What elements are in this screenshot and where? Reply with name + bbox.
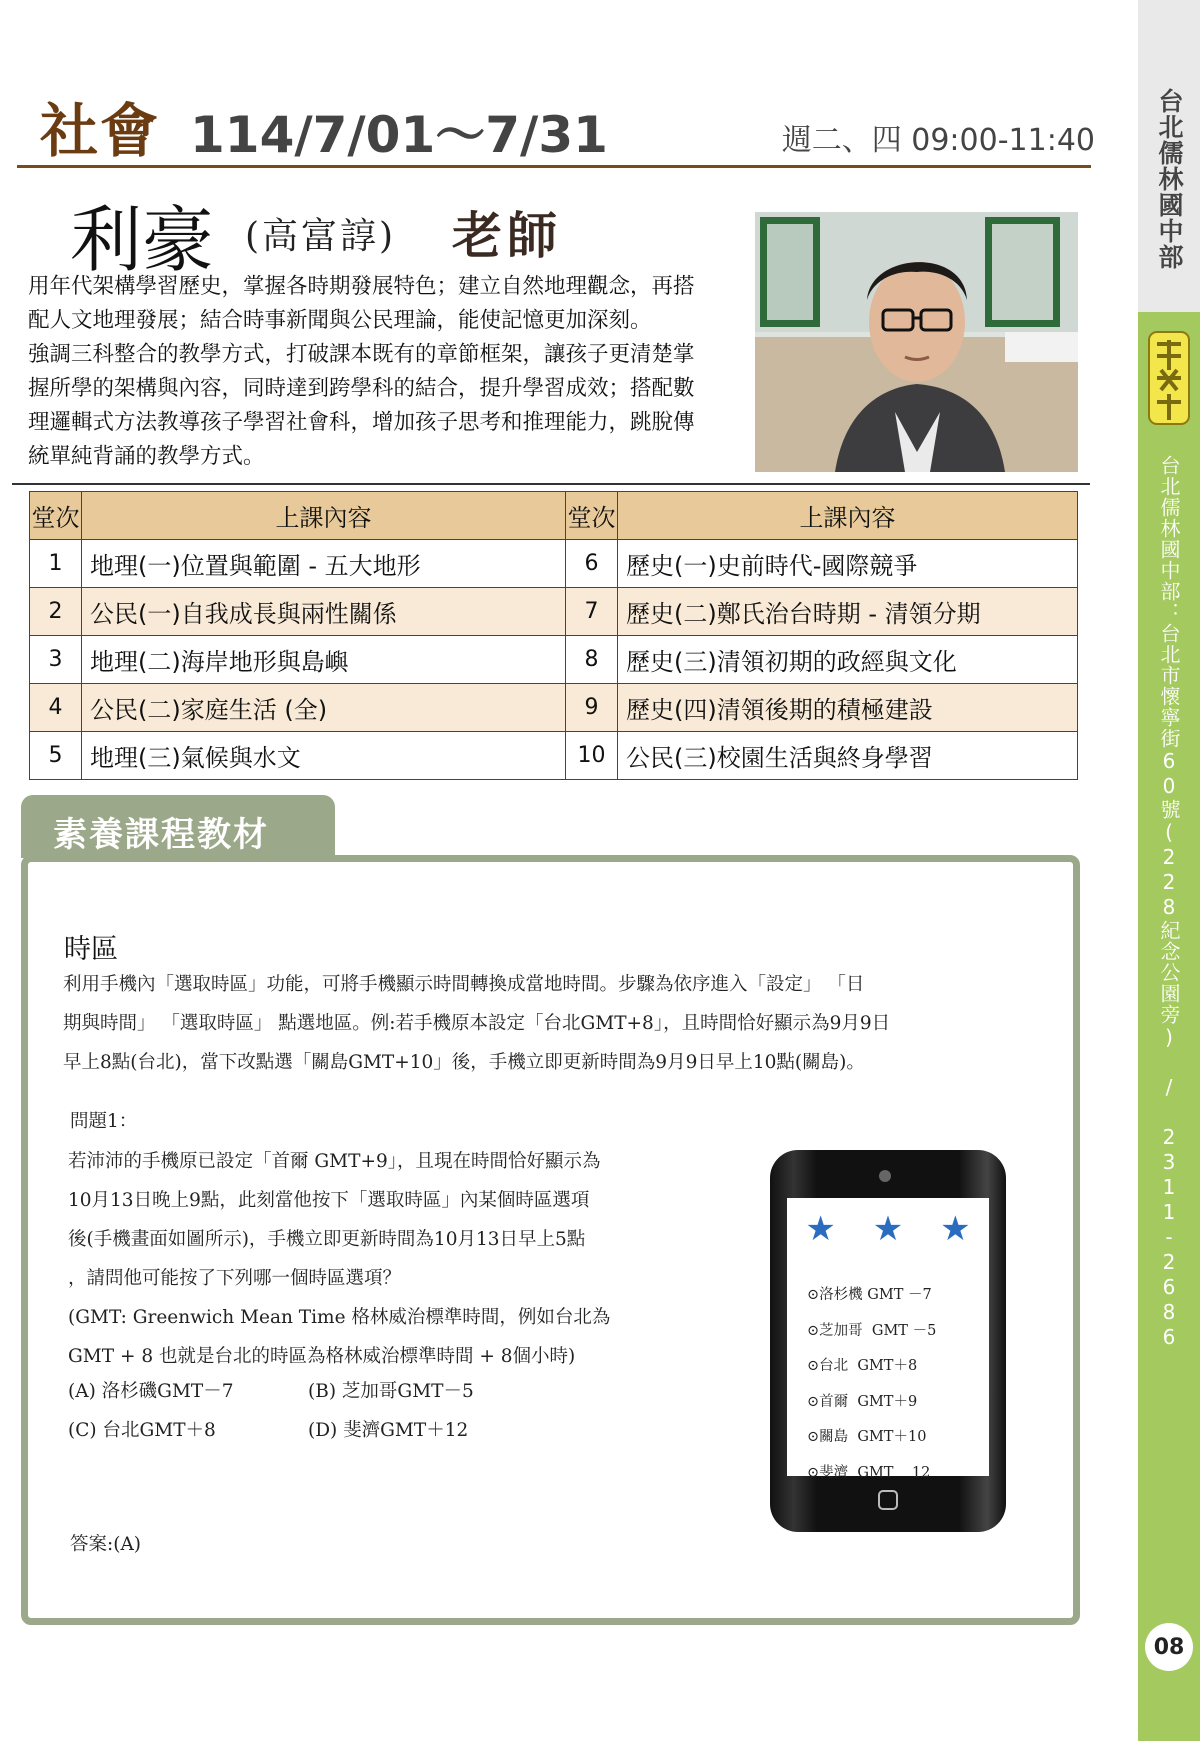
answer-options bbox=[68, 1372, 548, 1450]
schedule-table bbox=[29, 491, 1078, 780]
material-intro bbox=[63, 965, 1063, 1082]
table-row bbox=[30, 588, 1078, 636]
session-number: 1 bbox=[30, 540, 82, 588]
session-number: 9 bbox=[566, 684, 618, 732]
table-row bbox=[30, 732, 1078, 780]
table-header-row bbox=[30, 492, 1078, 540]
timezone-list bbox=[807, 1278, 936, 1491]
session-content: 公民(二)家庭生活 (全) bbox=[82, 684, 566, 732]
session-content: 歷史(四)清領後期的積極建設 bbox=[618, 684, 1078, 732]
teacher-photo bbox=[755, 212, 1078, 472]
subject-title: 社會 bbox=[40, 97, 161, 165]
question-line: GMT + 8 也就是台北的時區為格林威治標準時間 + 8個小時) bbox=[68, 1346, 576, 1367]
table-row bbox=[30, 540, 1078, 588]
col-header-content: 上課內容 bbox=[82, 492, 566, 540]
session-content: 地理(一)位置與範圍 - 五大地形 bbox=[82, 540, 566, 588]
option-c: (C) 台北GMT＋8 bbox=[68, 1420, 216, 1441]
timezone-option: ⊙洛杉機 GMT －7 bbox=[807, 1287, 932, 1303]
session-content: 公民(一)自我成長與兩性關係 bbox=[82, 588, 566, 636]
session-number: 5 bbox=[30, 732, 82, 780]
bio-line: 理邏輯式方法教導孩子學習社會科，增加孩子思考和推理能力，跳脫傳 bbox=[28, 410, 695, 435]
material-heading: 時區 bbox=[64, 934, 118, 965]
session-number: 3 bbox=[30, 636, 82, 684]
phone-illustration bbox=[770, 1150, 1006, 1532]
sidebar-school-name: 台北儒林國中部 bbox=[1155, 88, 1184, 270]
table-row bbox=[30, 684, 1078, 732]
option-a: (A) 洛杉磯GMT－7 bbox=[68, 1381, 234, 1402]
session-number: 7 bbox=[566, 588, 618, 636]
session-number: 6 bbox=[566, 540, 618, 588]
question-line: ，請問他可能按了下列哪一個時區選項？ bbox=[68, 1268, 402, 1289]
question-line: 若沛沛的手機原已設定「首爾 GMT+9」，且現在時間恰好顯示為 bbox=[68, 1151, 601, 1172]
home-button-icon bbox=[878, 1490, 898, 1510]
session-number: 4 bbox=[30, 684, 82, 732]
col-header-session: 堂次 bbox=[30, 492, 82, 540]
course-dates: 114/7/01～7/31 bbox=[190, 106, 608, 164]
page-number: 08 bbox=[1145, 1623, 1193, 1671]
col-header-content: 上課內容 bbox=[618, 492, 1078, 540]
answer-text: 答案:(A) bbox=[70, 1534, 142, 1555]
school-logo-icon bbox=[1147, 330, 1191, 426]
material-tab-joint bbox=[28, 855, 328, 862]
session-content: 公民(三)校園生活與終身學習 bbox=[618, 732, 1078, 780]
teacher-title: 老師 bbox=[452, 206, 562, 265]
session-content: 歷史(二)鄭氏治台時期 - 清領分期 bbox=[618, 588, 1078, 636]
option-b: (B) 芝加哥GMT－5 bbox=[308, 1381, 474, 1402]
teacher-divider bbox=[12, 483, 1090, 485]
sidebar-address: 台北儒林國中部：台北市懷寧街60號(228紀念公園旁) / 2311-2686 bbox=[1157, 455, 1181, 1350]
teacher-real-name: (高富諄) bbox=[245, 216, 397, 257]
session-content: 地理(三)氣候與水文 bbox=[82, 732, 566, 780]
timezone-option: ⊙台北 GMT＋8 bbox=[807, 1358, 918, 1374]
col-header-session: 堂次 bbox=[566, 492, 618, 540]
question-text bbox=[68, 1142, 728, 1376]
option-d: (D) 斐濟GMT＋12 bbox=[308, 1420, 469, 1441]
question-line: 後(手機畫面如圖所示)，手機立即更新時間為10月13日早上5點 bbox=[68, 1229, 586, 1250]
material-tab-title: 素養課程教材 bbox=[21, 795, 335, 858]
course-time: 週二、四 09:00-11:40 bbox=[781, 123, 1095, 158]
table-row bbox=[30, 636, 1078, 684]
sidebar bbox=[1138, 0, 1200, 1741]
session-number: 10 bbox=[566, 732, 618, 780]
question-line: (GMT: Greenwich Mean Time 格林威治標準時間，例如台北為 bbox=[68, 1307, 611, 1328]
intro-line: 利用手機內「選取時區」功能，可將手機顯示時間轉換成當地時間。步驟為依序進入「設定」 「日 bbox=[63, 974, 865, 995]
timezone-option: ⊙斐濟 GMT 12 bbox=[807, 1464, 931, 1481]
phone-screen bbox=[787, 1198, 989, 1481]
timezone-option: ⊙芝加哥 GMT －5 bbox=[807, 1322, 937, 1339]
star-icon: ★ bbox=[940, 1209, 971, 1249]
timezone-option: ⊙關島 GMT＋10 bbox=[807, 1429, 927, 1445]
teacher-signature: 利豪 bbox=[70, 198, 215, 282]
header-divider bbox=[17, 165, 1091, 168]
question-line: 10月13日晚上9點，此刻當他按下「選取時區」內某個時區選項 bbox=[68, 1190, 590, 1211]
session-number: 2 bbox=[30, 588, 82, 636]
bio-line: 用年代架構學習歷史，掌握各時期發展特色；建立自然地理觀念，再搭 bbox=[28, 274, 695, 299]
sidebar-school-panel bbox=[1138, 0, 1200, 312]
star-icon: ★ bbox=[805, 1209, 836, 1249]
session-number: 8 bbox=[566, 636, 618, 684]
session-content: 歷史(一)史前時代-國際競爭 bbox=[618, 540, 1078, 588]
teacher-bio bbox=[28, 270, 738, 474]
bio-line: 統單純背誦的教學方式。 bbox=[28, 444, 265, 469]
session-content: 歷史(三)清領初期的政經與文化 bbox=[618, 636, 1078, 684]
star-row bbox=[787, 1209, 989, 1249]
intro-line: 早上8點(台北)，當下改點選「關島GMT+10」後，手機立即更新時間為9月9日早上10點(關島)。 bbox=[63, 1052, 865, 1073]
intro-line: 期與時間」 「選取時區」 點選地區。例:若手機原本設定「台北GMT+8」，且時間恰好顯示為9月9日 bbox=[63, 1013, 891, 1034]
phone-camera bbox=[879, 1170, 891, 1182]
session-content: 地理(二)海岸地形與島嶼 bbox=[82, 636, 566, 684]
bio-line: 強調三科整合的教學方式，打破課本既有的章節框架，讓孩子更清楚掌 bbox=[28, 342, 695, 367]
bio-line: 握所學的架構與內容，同時達到跨學科的結合，提升學習成效；搭配數 bbox=[28, 376, 695, 401]
timezone-option: ⊙首爾 GMT＋9 bbox=[807, 1393, 918, 1410]
star-icon: ★ bbox=[872, 1209, 904, 1249]
question-label: 問題1： bbox=[70, 1111, 138, 1132]
bio-line: 配人文地理發展；結合時事新聞與公民理論，能使記憶更加深刻。 bbox=[28, 308, 652, 333]
